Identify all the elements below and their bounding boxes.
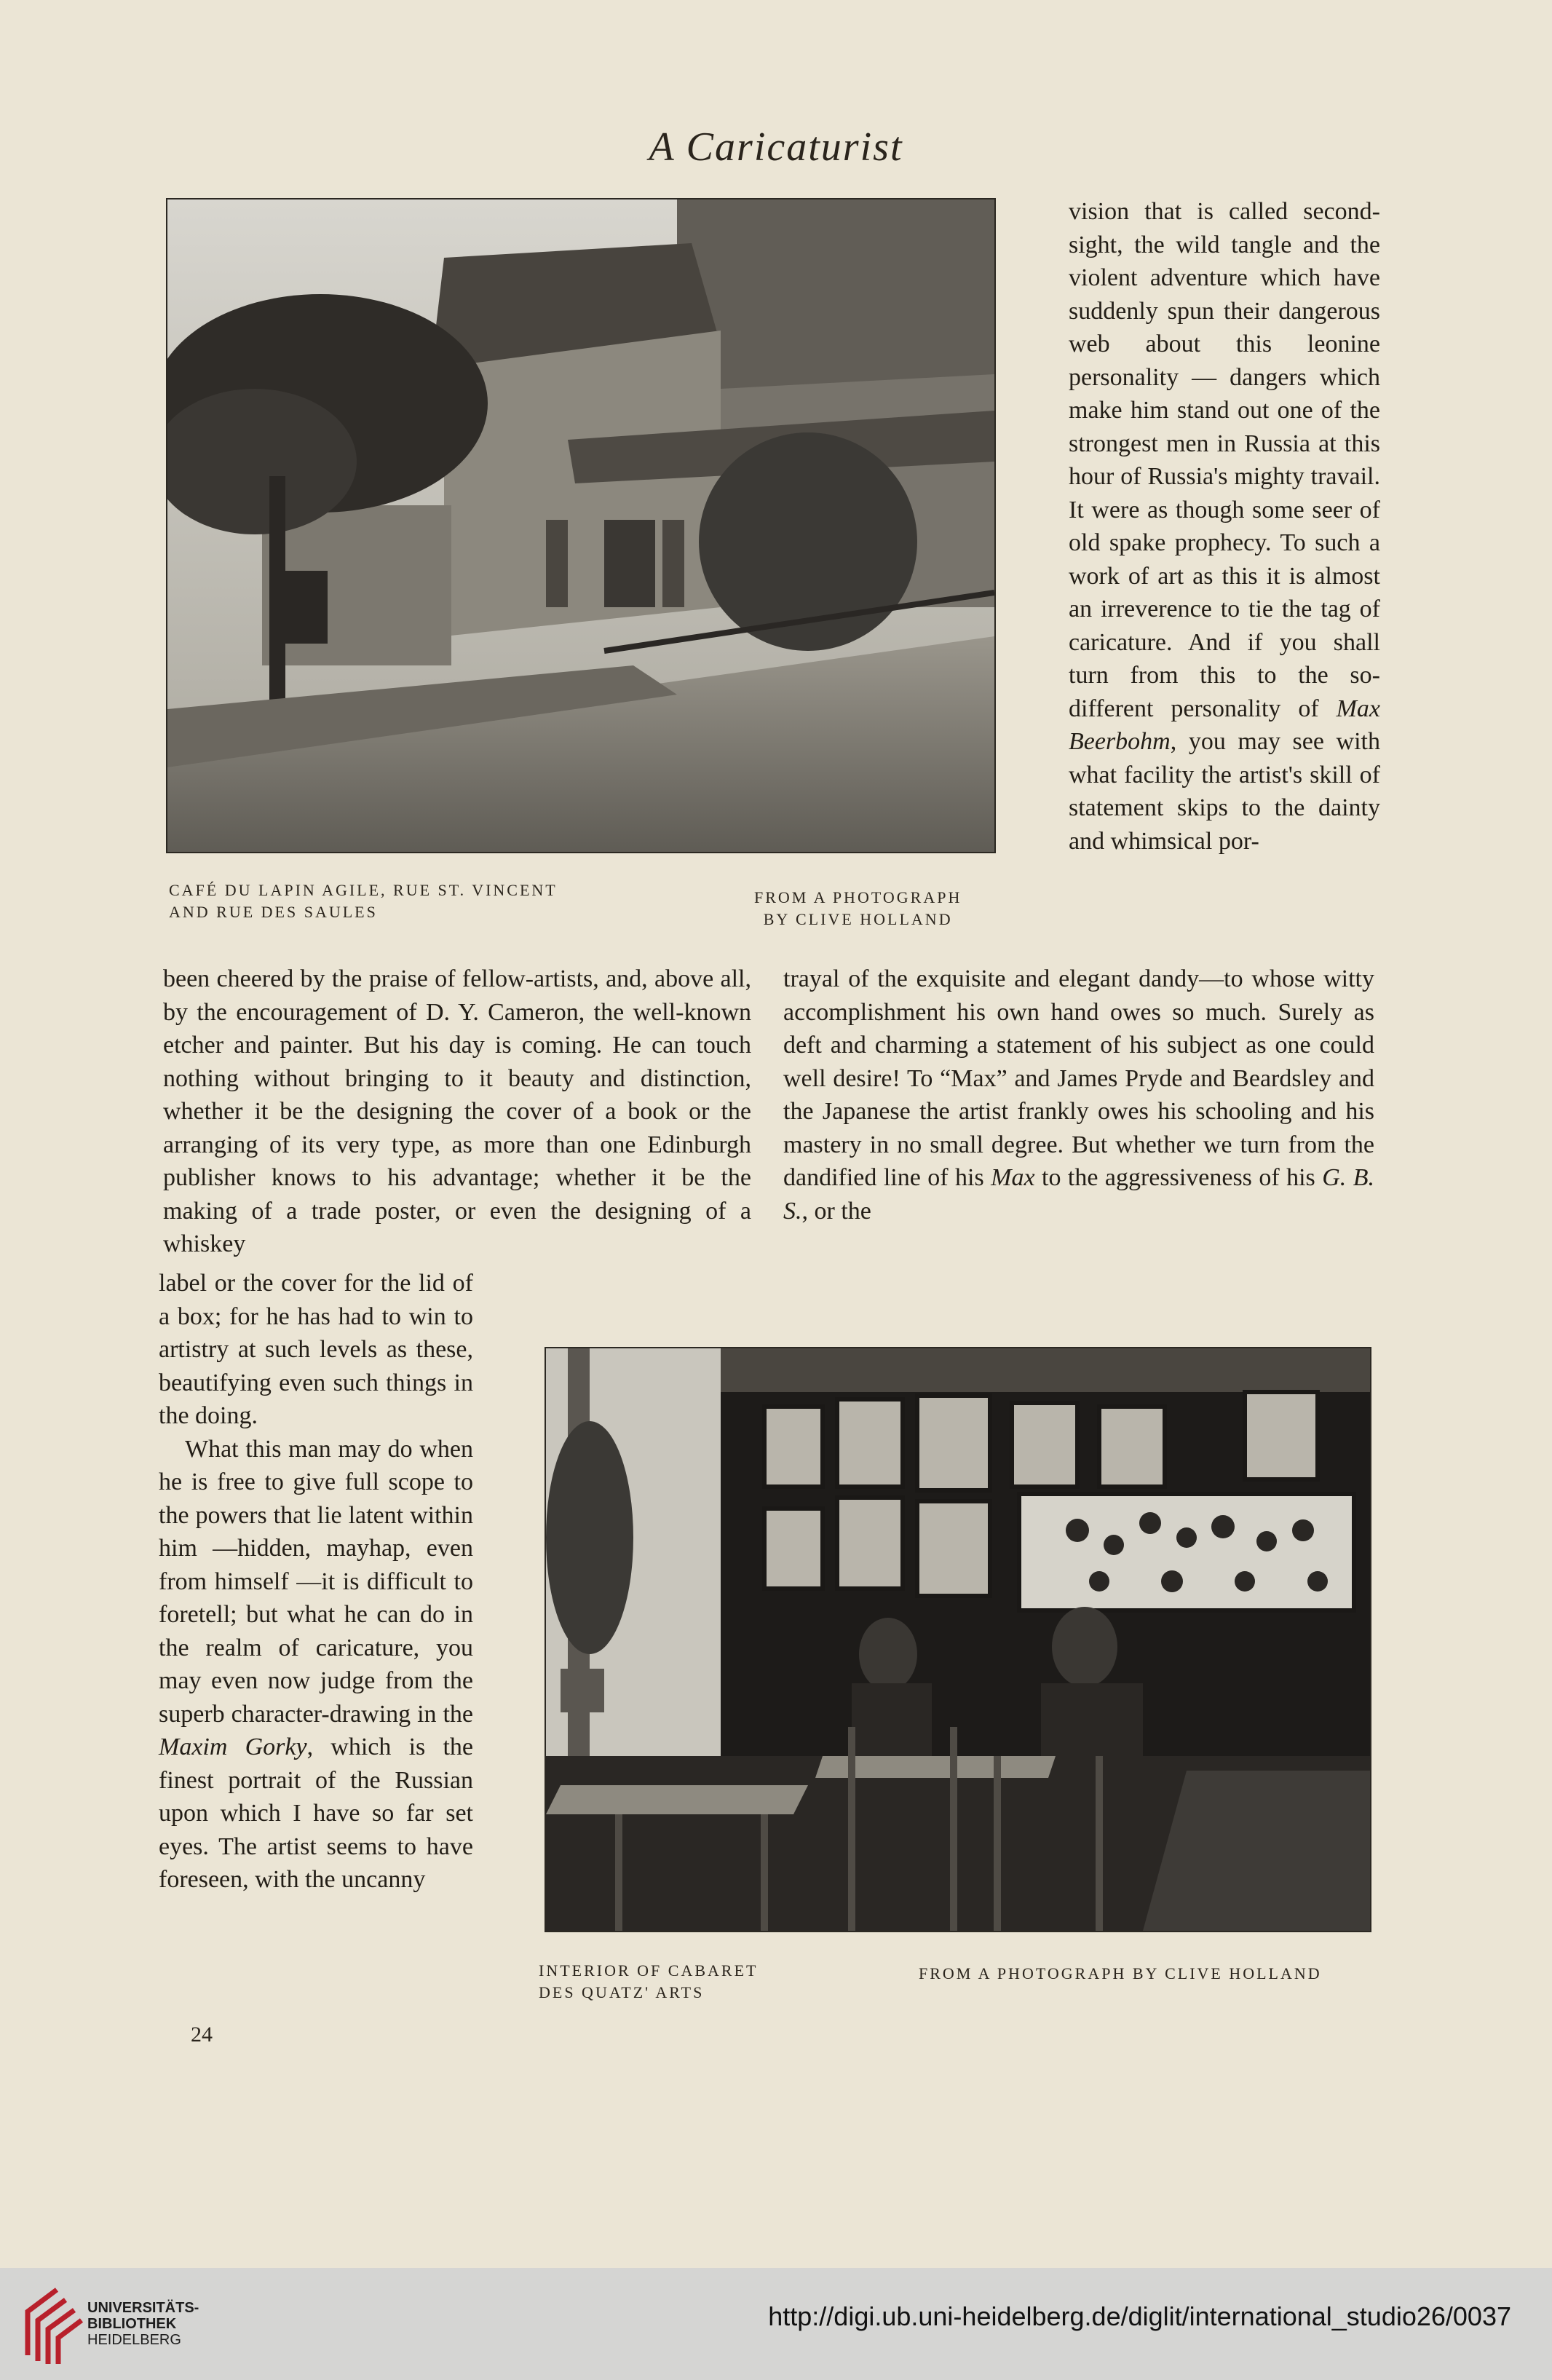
text-column-right-middle: trayal of the exquisite and elegant dandy—to whose witty accomplishment his own hand owes so much. Surely as deft and charming a statement of his subject as one could well desire! To “Max” and James Pryde and Beardsley and the Japanese the artist frankly owes his schooling and his mastery in no small degree. But whether we turn from the dandified line of his Max to the aggressiveness of his G. B. S., or the (783, 965, 1374, 1225)
document-url-link[interactable]: http://digi.ub.uni-heidelberg.de/diglit/international_studio26/0037 (768, 2301, 1511, 2331)
text-column-right-top: vision that is called second-sight, the wild tangle and the violent adventure which have suddenly spun their dangerous web about this leonine personality — dangers which make him stand out one of the strongest men in Russia at this hour of Russia's mighty travail. It were as though some seer of old spake prophecy. To such a work of art as this it is almost an irreverence to tie the tag of caricature. And if you shall turn from this to the so-different personality of Max Beerbohm, you may see with what facility the artist's skill of statement skips to the dainty and whimsical por- (1069, 198, 1381, 855)
cafe-lapin-agile-photo (166, 198, 996, 853)
university-library-logo-icon (20, 2282, 84, 2367)
photo1-caption-left: CAFÉ DU LAPIN AGILE, RUE ST. VINCENT AND RUE DES SAULES (169, 881, 558, 921)
page-number: 24 (191, 2023, 213, 2047)
running-title: A Caricaturist (649, 124, 903, 170)
library-name: UNIVERSITÄTS- BIBLIOTHEK HEIDELBERG (87, 2300, 199, 2348)
text-column-left-bottom: label or the cover for the lid of a box; for he has had to win to artistry at such levels as these, beautifying even such things in the doing. What this man may do when he is free to give full scope to the powers that lie latent within him —hidden, mayhap, even from himself —it is difficult to foretell; but what he can do in the realm of caricature, you may even now judge from the superb character-drawing in the Maxim Gorky, which is the finest portrait of the Russian upon which I have so far set eyes. The artist seems to have foreseen, with the uncanny (159, 1270, 473, 1893)
photo1-caption-right: FROM A PHOTOGRAPH BY CLIVE HOLLAND (754, 888, 962, 928)
photo2-caption-left: INTERIOR OF CABARET DES QUATZ' ARTS (539, 1961, 759, 2001)
photo2-caption-right: FROM A PHOTOGRAPH BY CLIVE HOLLAND (919, 1964, 1322, 1982)
cabaret-interior-photo (545, 1347, 1371, 1932)
text-column-left-middle: been cheered by the praise of fellow-artists, and, above all, by the encouragement of D. Y. Cameron, the well-known etcher and painter. But his day is coming. He can touch nothing without bringing to it beauty and distinction, whether it be the designing the cover of a book or the arranging of its very type, as more than one Edinburgh publisher knows to his advantage; whether it be the making of a trade poster, or even the designing of a whiskey (163, 965, 751, 1257)
viewer-footer-bar (0, 2268, 1552, 2380)
